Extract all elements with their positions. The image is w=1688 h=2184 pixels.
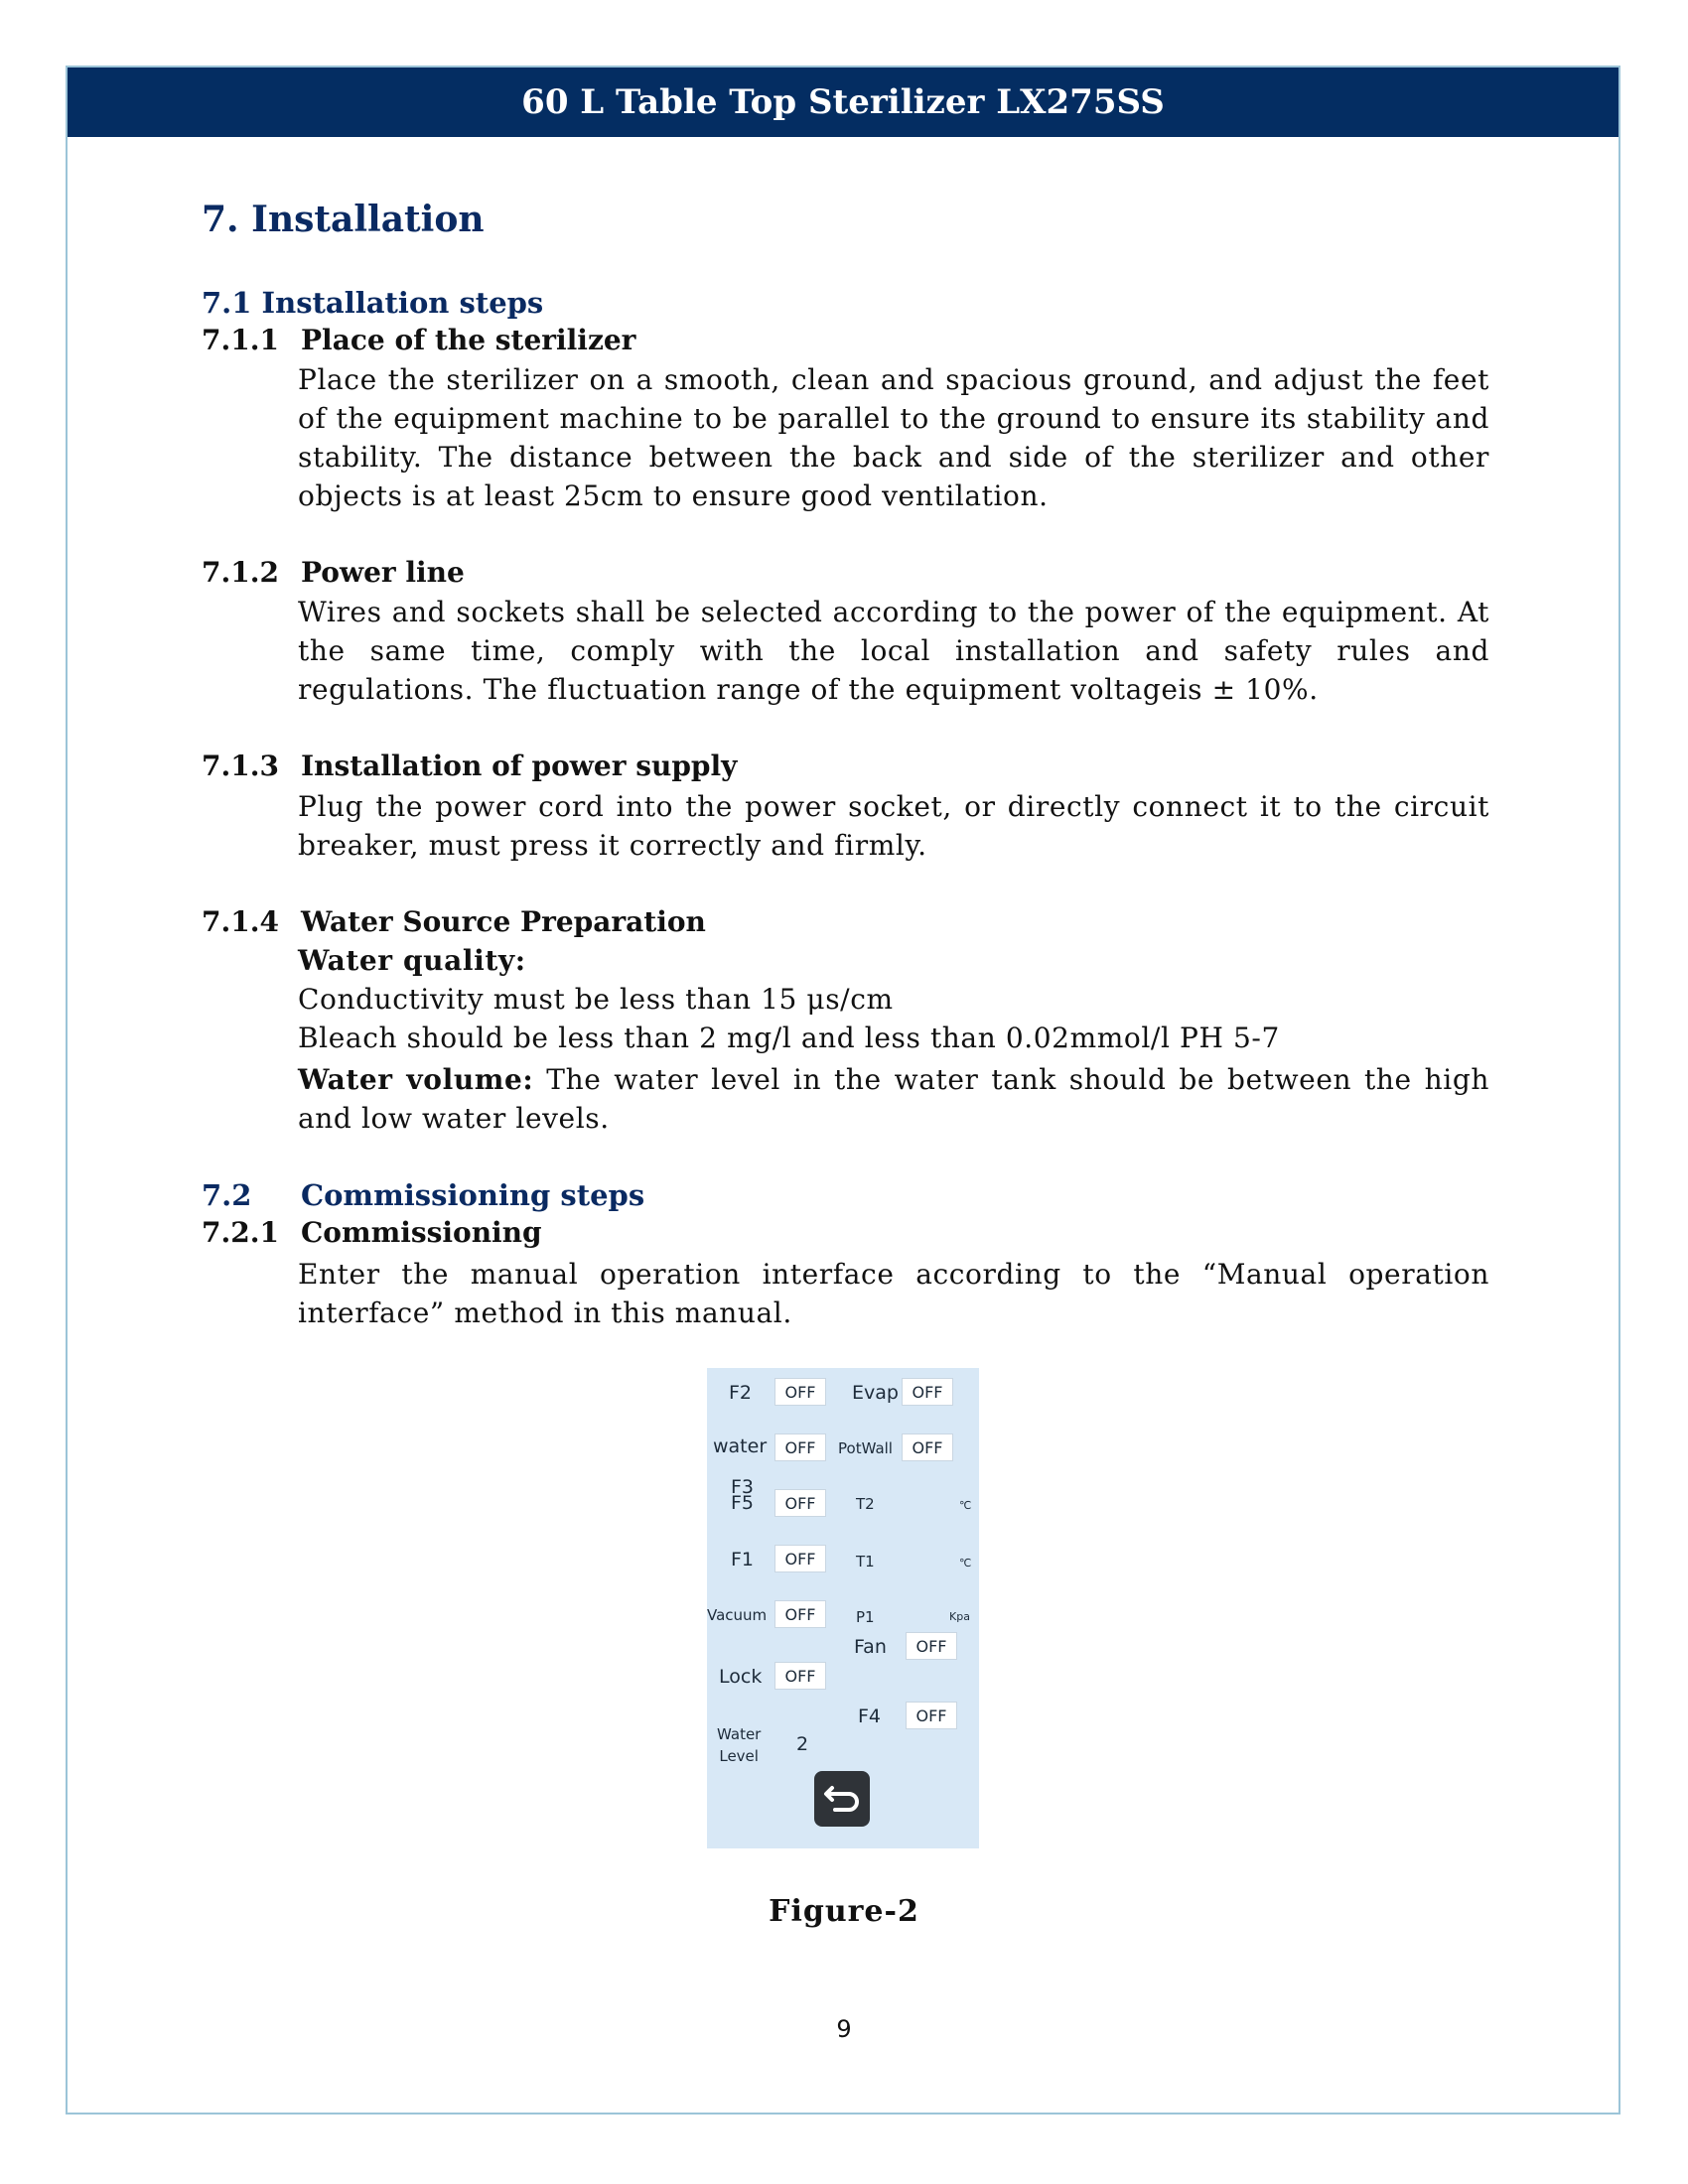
f3-label: F3 <box>731 1476 755 1498</box>
t2-label: T2 <box>856 1495 875 1513</box>
paragraph-7-1-1: Place the sterilizer on a smooth, clean and spacious ground, and adjust the feet of the equipment machine to be parallel to the ground to ensure its stability and stability. The distance between the back and side of the sterilizer and other objects is at least 25cm to ensure good ventilation. <box>298 363 1489 512</box>
heading-number: 7.1.3 <box>202 750 279 782</box>
heading-text: Commissioning steps <box>301 1178 645 1212</box>
f2-toggle[interactable]: OFF <box>774 1378 826 1406</box>
heading-7-1-4 <box>202 905 706 938</box>
heading-text: Installation of power supply <box>301 750 738 782</box>
heading-text: Power line <box>301 556 465 589</box>
p1-label: P1 <box>856 1608 875 1626</box>
vacuum-toggle[interactable]: OFF <box>774 1600 826 1628</box>
bleach-text: Bleach should be less than 2 mg/l and less than 0.02mmol/l PH 5-7 <box>298 1022 1280 1054</box>
heading-text: Commissioning <box>301 1216 542 1249</box>
heading-7-1-2 <box>202 556 465 589</box>
water-quality-label: Water quality: <box>298 944 526 977</box>
heading-text: Place of the sterilizer <box>301 324 636 356</box>
evap-label: Evap <box>852 1382 899 1404</box>
heading-number: 7.1.2 <box>202 556 279 589</box>
f5-label: F5 <box>731 1492 755 1514</box>
lock-toggle[interactable]: OFF <box>774 1662 826 1690</box>
vacuum-label: Vacuum <box>707 1606 768 1624</box>
paragraph-7-1-2: Wires and sockets shall be selected according to the power of the equipment. At the same time, comply with the local installation and safety rules and regulations. The fluctuation range of the equipment voltageis ± 10%. <box>298 596 1489 706</box>
heading-text: Water Source Preparation <box>301 905 706 938</box>
lock-label: Lock <box>719 1666 763 1688</box>
return-arrow-icon[interactable] <box>814 1771 870 1827</box>
p1-unit: Kpa <box>949 1610 970 1623</box>
evap-toggle[interactable]: OFF <box>902 1378 953 1406</box>
potwall-label: PotWall <box>838 1439 893 1457</box>
f3-f5-label <box>731 1476 755 1514</box>
return-arrow-glyph <box>823 1784 861 1814</box>
page-number: 9 <box>836 2015 852 2043</box>
paragraph-7-1-3: Plug the power cord into the power socket, or directly connect it to the circuit breaker, must press it correctly and firmly. <box>298 790 1489 862</box>
water-toggle[interactable]: OFF <box>774 1433 826 1461</box>
t1-unit: ℃ <box>959 1557 972 1570</box>
fan-label: Fan <box>854 1636 887 1658</box>
f4-toggle[interactable]: OFF <box>906 1702 957 1729</box>
heading-7-1-3 <box>202 750 737 782</box>
f1-label: F1 <box>731 1549 755 1570</box>
t1-label: T1 <box>856 1553 875 1570</box>
f2-label: F2 <box>729 1382 753 1404</box>
water-level-label <box>717 1723 761 1767</box>
water-label: water <box>713 1435 768 1457</box>
figure-caption: Figure-2 <box>769 1894 919 1929</box>
header-title: 60 L Table Top Sterilizer LX275SS <box>521 82 1165 122</box>
water-volume-label: Water volume: <box>298 1063 534 1096</box>
heading-number: 7.1.4 <box>202 905 279 938</box>
heading-7-1-1 <box>202 324 635 356</box>
subsection-title-7-2 <box>202 1178 644 1212</box>
f3-f5-toggle[interactable]: OFF <box>774 1489 826 1517</box>
water-level-label-line1: Water <box>717 1725 762 1743</box>
heading-number: 7.1.1 <box>202 324 279 356</box>
conductivity-text: Conductivity must be less than 15 μs/cm <box>298 983 894 1016</box>
f1-toggle[interactable]: OFF <box>774 1545 826 1572</box>
page-header <box>68 68 1618 137</box>
potwall-toggle[interactable]: OFF <box>902 1433 953 1461</box>
section-title: 7. Installation <box>202 199 485 240</box>
t2-unit: ℃ <box>959 1499 972 1512</box>
f4-label: F4 <box>858 1706 882 1727</box>
heading-7-2-1 <box>202 1216 542 1249</box>
paragraph-7-2-1: Enter the manual operation interface according to the “Manual operation interface” method in this manual. <box>298 1258 1489 1329</box>
subsection-title-7-1: 7.1 Installation steps <box>202 286 544 320</box>
water-level-value: 2 <box>796 1733 809 1755</box>
water-level-label-line2: Level <box>719 1747 759 1765</box>
fan-toggle[interactable]: OFF <box>906 1632 957 1660</box>
heading-number: 7.2 <box>202 1178 252 1212</box>
manual-operation-panel-figure <box>707 1368 979 1848</box>
heading-number: 7.2.1 <box>202 1216 279 1249</box>
water-volume-paragraph <box>298 1060 1489 1138</box>
water-volume-text: The water level in the water tank should be between the high and low water levels. <box>298 1063 1489 1135</box>
